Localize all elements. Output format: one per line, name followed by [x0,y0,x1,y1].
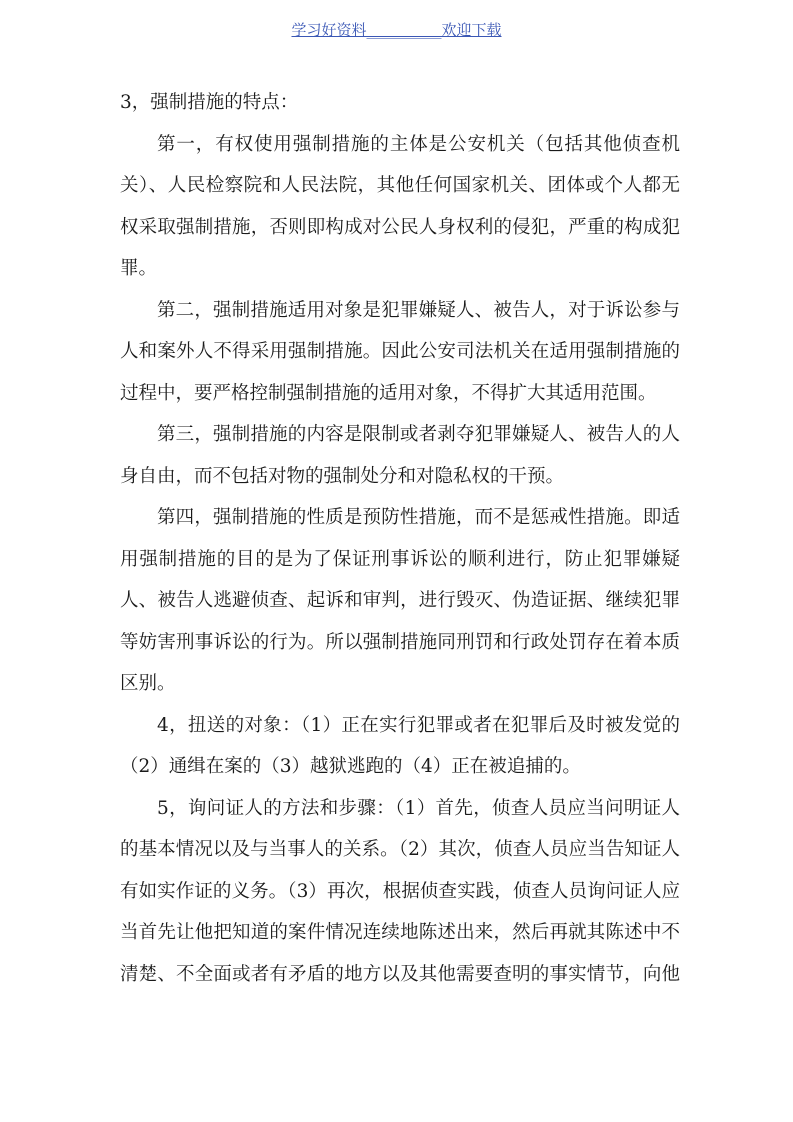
text-line: 过程中，要严格控制强制措施的适用对象，不得扩大其适用范围。 [120,382,657,404]
header-right-text[interactable]: 欢迎下载 [441,21,502,39]
text-line: 5，询问证人的方法和步骤：（1）首先，侦查人员应当问明证人 [157,797,680,819]
text-line: 关）、人民检察院和人民法院，其他任何国家机关、团体或个人都无 [120,175,680,196]
header-separator: __________ [366,21,442,39]
text-line: （2）通缉在案的（3）越狱逃跑的（4）正在被追捕的。 [120,756,581,777]
text-line: 权采取强制措施，否则即构成对公民人身权利的侵犯，严重的构成犯 [120,216,680,238]
text-line: 3，强制措施的特点： [120,92,299,113]
text-line: 等妨害刑事诉讼的行为。所以强制措施同刑罚和行政处罚存在着本质 [120,631,680,653]
text-line: 人和案外人不得采用强制措施。因此公安司法机关在适用强制措施的 [120,341,680,362]
text-line: 第一，有权使用强制措施的主体是公安机关（包括其他侦查机 [157,133,680,155]
text-line: 人、被告人逃避侦查、起诉和审判，进行毁灭、伪造证据、继续犯罪 [120,590,680,611]
text-line: 身自由，而不包括对物的强制处分和对隐私权的干预。 [120,465,565,487]
text-line: 清楚、不全面或者有矛盾的地方以及其他需要查明的事实情节，向他 [120,963,680,985]
text-line: 有如实作证的义务。（3）再次，根据侦查实践，侦查人员询问证人应 [120,880,680,902]
document-body [120,82,680,995]
page-header [0,20,793,40]
header-left-text[interactable]: 学习好资料 [291,21,367,39]
text-line: 区别。 [120,673,176,694]
text-line: 第三，强制措施的内容是限制或者剥夺犯罪嫌疑人、被告人的人 [157,424,680,445]
text-line: 用强制措施的目的是为了保证刑事诉讼的顺利进行，防止犯罪嫌疑 [120,548,680,570]
text-line: 4，扭送的对象：（1）正在实行犯罪或者在犯罪后及时被发觉的 [157,714,680,736]
text-line: 的基本情况以及与当事人的关系。（2）其次，侦查人员应当告知证人 [120,839,680,860]
text-line: 当首先让他把知道的案件情况连续地陈述出来，然后再就其陈述中不 [120,922,680,943]
text-line: 第四，强制措施的性质是预防性措施，而不是惩戒性措施。即适 [157,507,680,528]
text-line: 罪。 [120,258,158,279]
text-line: 第二，强制措施适用对象是犯罪嫌疑人、被告人，对于诉讼参与 [157,299,680,321]
